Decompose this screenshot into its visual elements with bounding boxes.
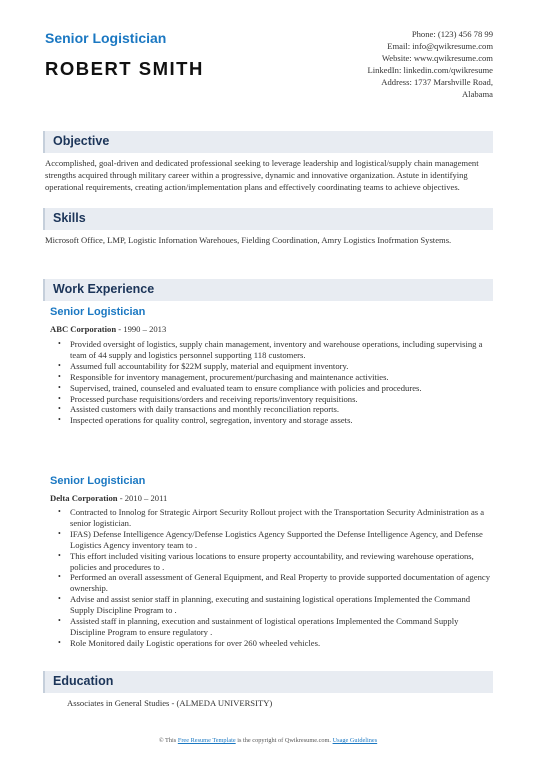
contact-phone: Phone: (123) 456 78 99: [411, 29, 493, 39]
contact-address: Address: 1737 Marshville Road,: [381, 77, 493, 88]
job-dates-2: - 2010 – 2011: [117, 493, 168, 503]
list-item: • Supervised, trained, counseled and evaluated team to ensure compliance with policies and procedures.: [58, 383, 493, 394]
list-item: • This effort included visiting various locations to ensure property accountability, and reviewing warehouse operations, policies and procedures to .: [58, 551, 493, 573]
list-item: • Assisted customers with daily transactions and monthly reconciliation reports.: [58, 404, 493, 415]
contact-email: Email: info@qwikresume.com: [387, 41, 493, 52]
candidate-name: ROBERT SMITH: [45, 58, 204, 79]
list-item: • Responsible for inventory management, procurement/purchasing and maintenance activities.: [58, 372, 493, 383]
footer-middle: is the copyright of Qwikresume.com.: [235, 737, 333, 744]
company-name-2: Delta Corporation: [50, 493, 118, 503]
footer: [0, 737, 536, 744]
contact-info: [263, 28, 493, 101]
contact-website: Website: www.qwikresume.com: [381, 53, 493, 64]
job-2-bullets: [58, 507, 493, 649]
education-heading: Education: [53, 674, 114, 688]
footer-prefix: © This: [158, 737, 178, 744]
list-item: • Contracted to Innolog for Strategic Airport Security Rollout project with the Transportation Security Administration as a senior logistician.: [58, 507, 493, 529]
objective-heading: Objective: [53, 134, 110, 148]
list-item: • Assisted staff in planning, execution and sustainment of logistical operations Implemented the Command Supply Discipline Program to ensure regulatory .: [58, 616, 493, 638]
job-1-bullets: [58, 339, 493, 426]
list-item: • Inspected operations for quality control, segregation, inventory and storage assets.: [58, 415, 493, 426]
job-title-2: Senior Logistician: [50, 475, 146, 487]
list-item: • Provided oversight of logistics, supply chain management, inventory and warehouse operations, including supervising a team of 44 supply and logistics personnel supporting 118 customers.: [58, 339, 493, 361]
job-title: Senior Logistician: [45, 30, 167, 46]
list-item: • Advise and assist senior staff in planning, executing and sustaining logistical operations Implemented the Command Supply Discipline Program to .: [58, 594, 493, 616]
list-item: • IFAS) Defense Intelligence Agency/Defense Logistics Agency Supported the Defense Intelligence Agency, and Defense Logistics Agency inventory team to .: [58, 529, 493, 551]
job-title-1: Senior Logistician: [50, 306, 146, 318]
skills-section-bar: [43, 208, 493, 230]
objective-text: Accomplished, goal-driven and dedicated professional seeking to leverage leadership and logistical/supply chain management strengths acquired through military career within a progressive, dynamic and innovative organization. Astute in identifying operational requirements, creating action/implementation plans and effectively coordinating teams to achieve objectives.: [45, 158, 479, 192]
contact-linkedin: LinkedIn: linkedin.com/qwikresume: [367, 65, 493, 76]
list-item: • Role Monitored daily Logistic operations for over 260 wheeled vehicles.: [58, 638, 493, 649]
company-line-2: [50, 493, 167, 503]
usage-guidelines-link[interactable]: Usage Guidelines: [332, 737, 378, 744]
objective-section-bar: [43, 131, 493, 153]
work-experience-heading: Work Experience: [53, 282, 155, 296]
list-item: • Performed an overall assessment of General Equipment, and Real Property to provide supported documentation of agency ownership.: [58, 572, 493, 594]
job-dates-1: - 1990 – 2013: [116, 324, 167, 334]
contact-address-state: Alabama: [461, 89, 493, 100]
list-item: • Processed purchase requisitions/orders and receiving reports/inventory requisitions.: [58, 394, 493, 405]
company-name-1: ABC Corporation: [50, 324, 117, 334]
education-text: Associates in General Studies - (ALMEDA UNIVERSITY): [67, 698, 273, 708]
company-line-1: [50, 324, 166, 334]
skills-text: Microsoft Office, LMP, Logistic Infornation Warehoues, Fielding Coordination, Amry Logistics Inofrmation Systems.: [45, 235, 452, 245]
education-section-bar: [43, 671, 493, 693]
free-resume-template-link[interactable]: Free Resume Template: [177, 737, 236, 744]
resume-header: [45, 28, 493, 108]
work-experience-section-bar: [43, 279, 493, 301]
skills-heading: Skills: [53, 211, 86, 225]
list-item: • Assumed full accountability for $22M supply, material and equipment inventory.: [58, 361, 493, 372]
